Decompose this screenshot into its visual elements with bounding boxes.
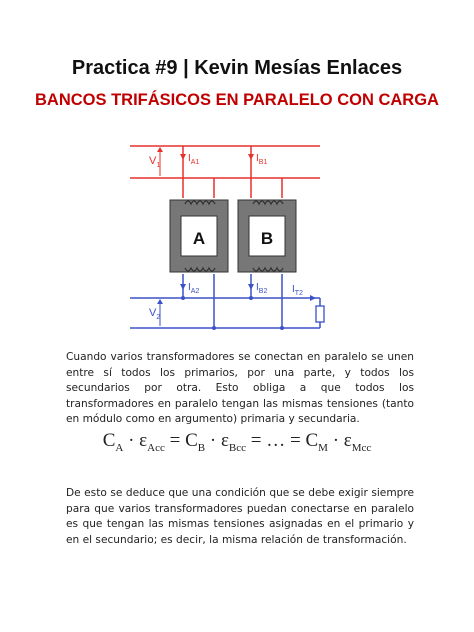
paragraph-parallel-condition: De esto se deduce que una condición que se debe exigir siempre para que varios transformadores puedan conectarse en paralelo es que tengan las mismas tensiones asignadas en el primario y en el secundario; es decir, la misma relación de transformación. — [66, 487, 414, 546]
transformer-a — [170, 200, 228, 272]
ia2-label: $I_{A2}$ — [188, 282, 200, 295]
svg-text:B: B — [260, 229, 274, 248]
transformer-b — [238, 200, 296, 272]
section-heading: BANCOS TRIFÁSICOS EN PARALELO CON CARGA — [35, 91, 439, 109]
svg-text:A: A — [192, 229, 206, 248]
parallel-transformers-diagram — [130, 138, 342, 338]
it2-label: $I_{T2}$ — [292, 284, 303, 297]
parallel-condition-formula: $C_A \cdot \varepsilon_{Acc} = C_B \cdot \varepsilon_{Bcc}$ = … = $C_M \cdot \varepsilon_{Mcc}$ — [102, 430, 372, 454]
v2-label: $V_2$ — [149, 307, 161, 321]
page-title: Practica #9 | Kevin Mesías Enlaces — [71, 57, 403, 79]
ib1-label: $I_{B1}$ — [256, 153, 268, 166]
ia1-label: $I_{A1}$ — [188, 153, 200, 166]
ib2-label: $I_{B2}$ — [256, 282, 268, 295]
load-resistor — [316, 306, 324, 322]
paragraph-parallel-connection: Cuando varios transformadores se conectan en paralelo se unen entre sí todos los primarios, por una parte, y todos los secundarios por otra. Esto obliga a que todos los transformadores en paralelo tengan las mismas tensiones (tanto en módulo como en argumento) primaria y secundaria. — [66, 351, 414, 425]
v1-label: $V_1$ — [149, 155, 161, 169]
